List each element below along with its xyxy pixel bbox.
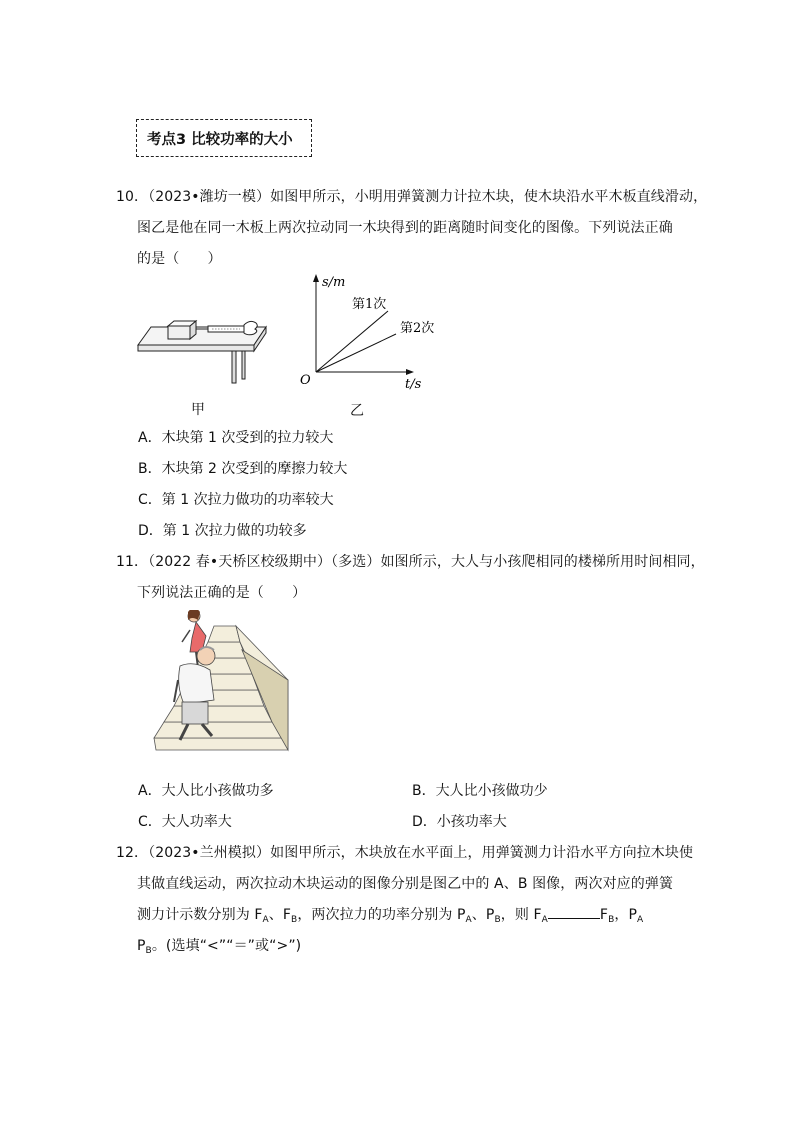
q12-line3: 测力计示数分别为 $F_A$、$F_B$，两次拉力的功率分别为 $P_A$、$P_B$，则 $F_A$ $F_B$，$P_A$ bbox=[137, 907, 644, 925]
origin-label: O bbox=[300, 373, 311, 388]
st-graph bbox=[296, 270, 446, 395]
staircase-figure bbox=[152, 610, 292, 760]
q10-option-a[interactable]: A．木块第 1 次受到的拉力较大 bbox=[138, 430, 334, 446]
q10-option-d[interactable]: D．第 1 次拉力做的功较多 bbox=[138, 523, 307, 539]
q11-option-a[interactable]: A．大人比小孩做功多 bbox=[138, 783, 274, 799]
q12-line4: $P_B$。(选填“<”“＝”或“>”) bbox=[137, 938, 302, 956]
q10-option-c[interactable]: C．第 1 次拉力做功的功率较大 bbox=[138, 492, 334, 508]
answer-blank-1[interactable] bbox=[548, 905, 600, 919]
q11-option-b[interactable]: B．大人比小孩做功少 bbox=[412, 783, 548, 799]
q10-line3: 的是（ ） bbox=[137, 251, 222, 267]
figure-b-label: 乙 bbox=[350, 403, 364, 419]
q10-line1: 10．（2023•潍坊一模）如图甲所示，小明用弹簧测力计拉木块，使木块沿水平木板直线滑动， bbox=[116, 189, 708, 205]
q11-line1: 11．（2022 春•天桥区校级期中）（多选）如图所示，大人与小孩爬相同的楼梯所用时间相同， bbox=[116, 554, 705, 570]
q12-line1: 12．（2023•兰州模拟）如图甲所示，木块放在水平面上，用弹簧测力计沿水平方向拉木块使 bbox=[116, 845, 694, 861]
section-title: 考点3 比较功率的大小 bbox=[147, 131, 293, 148]
q11-line2: 下列说法正确的是（ ） bbox=[137, 585, 307, 601]
line1-label: 第1次 bbox=[352, 297, 387, 312]
y-axis-label: s/m bbox=[322, 275, 346, 290]
line-second bbox=[316, 334, 396, 372]
figure-a-label: 甲 bbox=[191, 402, 205, 418]
q11-option-c[interactable]: C．大人功率大 bbox=[138, 814, 232, 830]
line-first bbox=[316, 311, 388, 372]
q12-line2: 其做直线运动，两次拉动木块运动的图像分别是图乙中的 A、B 图像，两次对应的弹簧 bbox=[137, 876, 674, 892]
q10-option-b[interactable]: B．木块第 2 次受到的摩擦力较大 bbox=[138, 461, 348, 477]
section-header bbox=[136, 119, 312, 157]
q10-line2: 图乙是他在同一木板上两次拉动同一木块得到的距离随时间变化的图像。下列说法正确 bbox=[137, 220, 673, 236]
q11-option-d[interactable]: D．小孩功率大 bbox=[412, 814, 507, 830]
table-block-figure bbox=[136, 315, 268, 385]
line2-label: 第2次 bbox=[400, 321, 435, 336]
x-axis-label: t/s bbox=[405, 377, 422, 392]
